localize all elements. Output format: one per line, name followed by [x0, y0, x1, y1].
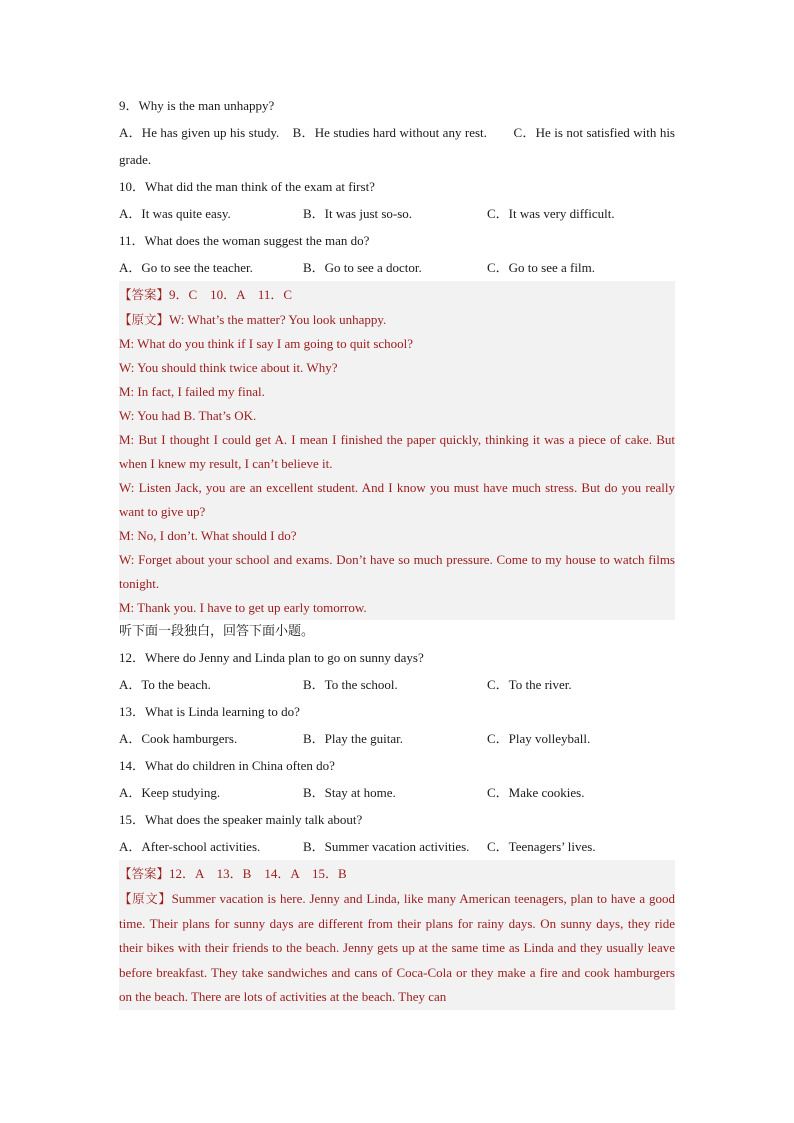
transcript-line: M: But I thought I could get A. I mean I finished the paper quickly, thinking it was a piece of cake. But when I knew my result, I can’t believe it.	[119, 432, 675, 471]
question-13: 13．What is Linda learning to do?	[119, 704, 300, 719]
option-a: A．To the beach.	[119, 677, 211, 692]
question-15: 15．What does the speaker mainly talk about?	[119, 812, 363, 827]
option-b: B．Summer vacation activities.	[303, 839, 470, 854]
answer-block-2	[119, 860, 675, 1010]
option-b: B．To the school.	[303, 677, 398, 692]
option-a: A．Go to see the teacher.	[119, 260, 253, 275]
transcript-line: M: In fact, I failed my final.	[119, 384, 265, 399]
option-c: C．Teenagers’ lives.	[487, 839, 596, 854]
transcript-line: W: You had B. That’s OK.	[119, 408, 257, 423]
question-10-options	[119, 200, 675, 227]
option-c: C．It was very difficult.	[487, 206, 615, 221]
answer-text: 12．A 13．B 14．A 15．B	[169, 866, 347, 881]
option-c: C．Make cookies.	[487, 785, 585, 800]
question-14: 14．What do children in China often do?	[119, 758, 335, 773]
answer-tag: 【答案】	[119, 866, 170, 881]
option-b: B．It was just so-so.	[303, 206, 413, 221]
answer-line-1	[119, 281, 675, 308]
answer-block-1	[119, 281, 675, 620]
transcript-line: W: Listen Jack, you are an excellent student. And I know you must have much stress. But do you really want to give up?	[119, 480, 675, 519]
option-b: B．Stay at home.	[303, 785, 396, 800]
option-a: A．After-school activities.	[119, 839, 261, 854]
answer-line-2	[119, 860, 675, 887]
content	[119, 92, 675, 1010]
option-a: A．It was quite easy.	[119, 206, 231, 221]
question-9-options: A．He has given up his study. B．He studies hard without any rest. C．He is not satisfied with his grade.	[119, 125, 675, 167]
section-heading: 听下面一段独白，回答下面小题。	[119, 624, 315, 639]
question-15-options	[119, 833, 675, 860]
option-c: C．Go to see a film.	[487, 260, 595, 275]
option-b: B．Go to see a doctor.	[303, 260, 422, 275]
option-a: A．Cook hamburgers.	[119, 731, 238, 746]
transcript-line: W: You should think twice about it. Why?	[119, 360, 338, 375]
transcript-line: M: Thank you. I have to get up early tomorrow.	[119, 600, 367, 615]
transcript-line: M: No, I don’t. What should I do?	[119, 528, 297, 543]
question-9: 9．Why is the man unhappy?	[119, 98, 275, 113]
question-12: 12．Where do Jenny and Linda plan to go on sunny days?	[119, 650, 424, 665]
transcript-line: 【原文】W: What’s the matter? You look unhappy.	[119, 312, 387, 327]
question-14-options	[119, 779, 675, 806]
question-10: 10．What did the man think of the exam at first?	[119, 179, 375, 194]
answer-tag: 【答案】	[119, 287, 170, 302]
question-11-options	[119, 254, 675, 281]
transcript-line: W: Forget about your school and exams. Don’t have so much pressure. Come to my house to watch films tonight.	[119, 552, 675, 591]
option-c: C．To the river.	[487, 677, 572, 692]
question-12-options	[119, 671, 675, 698]
question-13-options	[119, 725, 675, 752]
transcript-tag: 【原文】	[119, 891, 172, 906]
transcript-paragraph: 【原文】Summer vacation is here. Jenny and Linda, like many American teenagers, plan to have a good time. Their plans for sunny days are different from their plans for rainy days. On sunny days, they ride their bikes with their friends to the beach. Jenny gets up at the same time as Linda and they usually leave before breakfast. They take sandwiches and cans of Coca-Cola or they make a fire and cook hamburgers on the beach. There are lots of activities at the beach. They can	[119, 891, 675, 1004]
answer-text: 9．C 10．A 11．C	[169, 287, 293, 302]
question-11: 11．What does the woman suggest the man do?	[119, 233, 370, 248]
option-c: C．Play volleyball.	[487, 731, 591, 746]
option-b: B．Play the guitar.	[303, 731, 404, 746]
transcript-line: M: What do you think if I say I am going to quit school?	[119, 336, 414, 351]
option-a: A．Keep studying.	[119, 785, 221, 800]
transcript-tag: 【原文】	[119, 312, 170, 327]
